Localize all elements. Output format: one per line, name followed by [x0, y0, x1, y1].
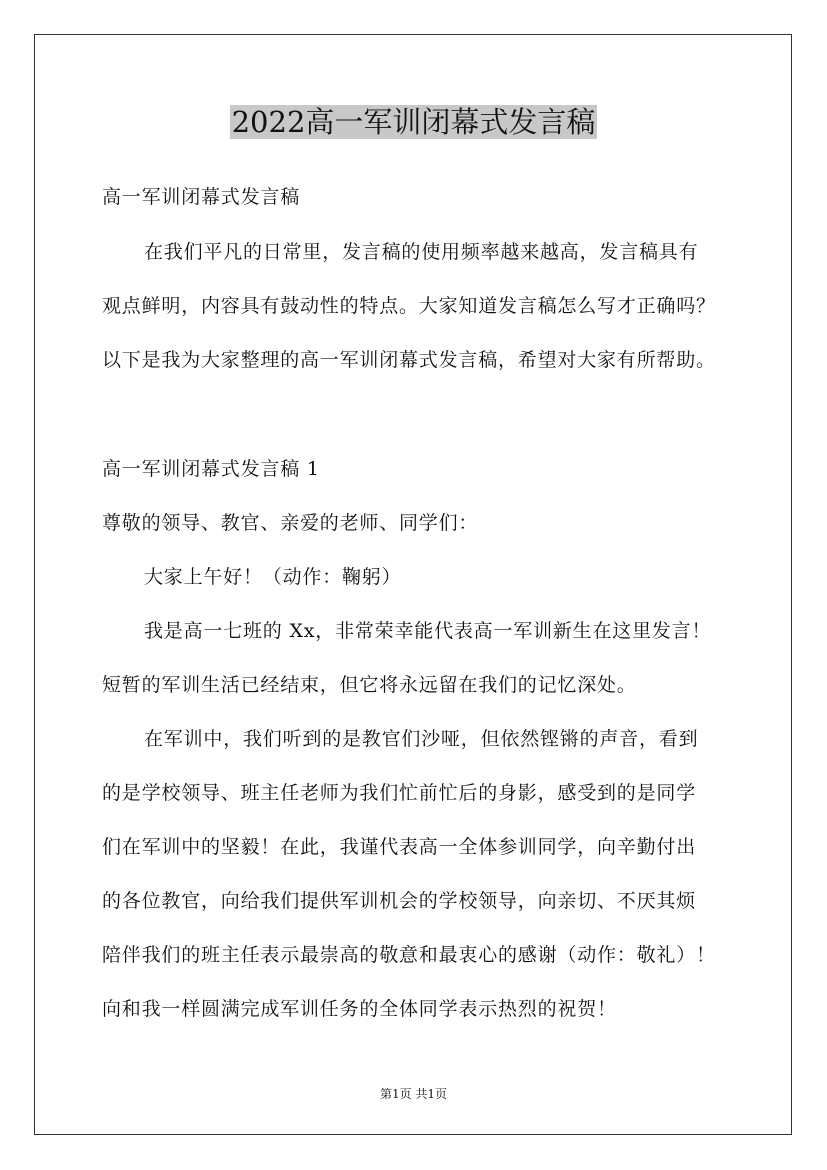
paragraph-line: 在军训中，我们听到的是教官们沙哑，但依然铿锵的声音，看到	[144, 728, 699, 750]
intro-line: 观点鲜明，内容具有鼓动性的特点。大家知道发言稿怎么写才正确吗？	[102, 295, 716, 317]
page-number: 第1页 共1页	[379, 1087, 448, 1101]
greeting: 大家上午好！（动作：鞠躬）	[144, 566, 402, 588]
paragraph-line: 短暂的军训生活已经结束，但它将永远留在我们的记忆深处。	[102, 674, 637, 696]
paragraph-line: 们在军训中的坚毅！在此，我谨代表高一全体参训同学，向辛勤付出	[102, 836, 697, 858]
section-heading: 高一军训闭幕式发言稿 1	[102, 458, 320, 480]
document-title-text: 2022高一军训闭幕式发言稿	[231, 105, 596, 139]
paragraph-line: 的各位教官，向给我们提供军训机会的学校领导，向亲切、不厌其烦	[102, 890, 697, 912]
intro-line: 以下是我为大家整理的高一军训闭幕式发言稿，希望对大家有所帮助。	[102, 349, 716, 371]
salutation: 尊敬的领导、教官、亲爱的老师、同学们：	[102, 512, 479, 534]
document-title	[0, 100, 827, 144]
paragraph-line: 向和我一样圆满完成军训任务的全体同学表示热烈的祝贺！	[102, 998, 617, 1020]
paragraph-line: 的是学校领导、班主任老师为我们忙前忙后的身影，感受到的是同学	[102, 782, 697, 804]
paragraph-line: 我是高一七班的 Xx，非常荣幸能代表高一军训新生在这里发言！	[144, 620, 712, 642]
subtitle: 高一军训闭幕式发言稿	[102, 186, 301, 208]
intro-line: 在我们平凡的日常里，发言稿的使用频率越来越高，发言稿具有	[144, 241, 699, 263]
paragraph-line: 陪伴我们的班主任表示最崇高的敬意和最衷心的感谢（动作：敬礼）！	[102, 944, 716, 966]
